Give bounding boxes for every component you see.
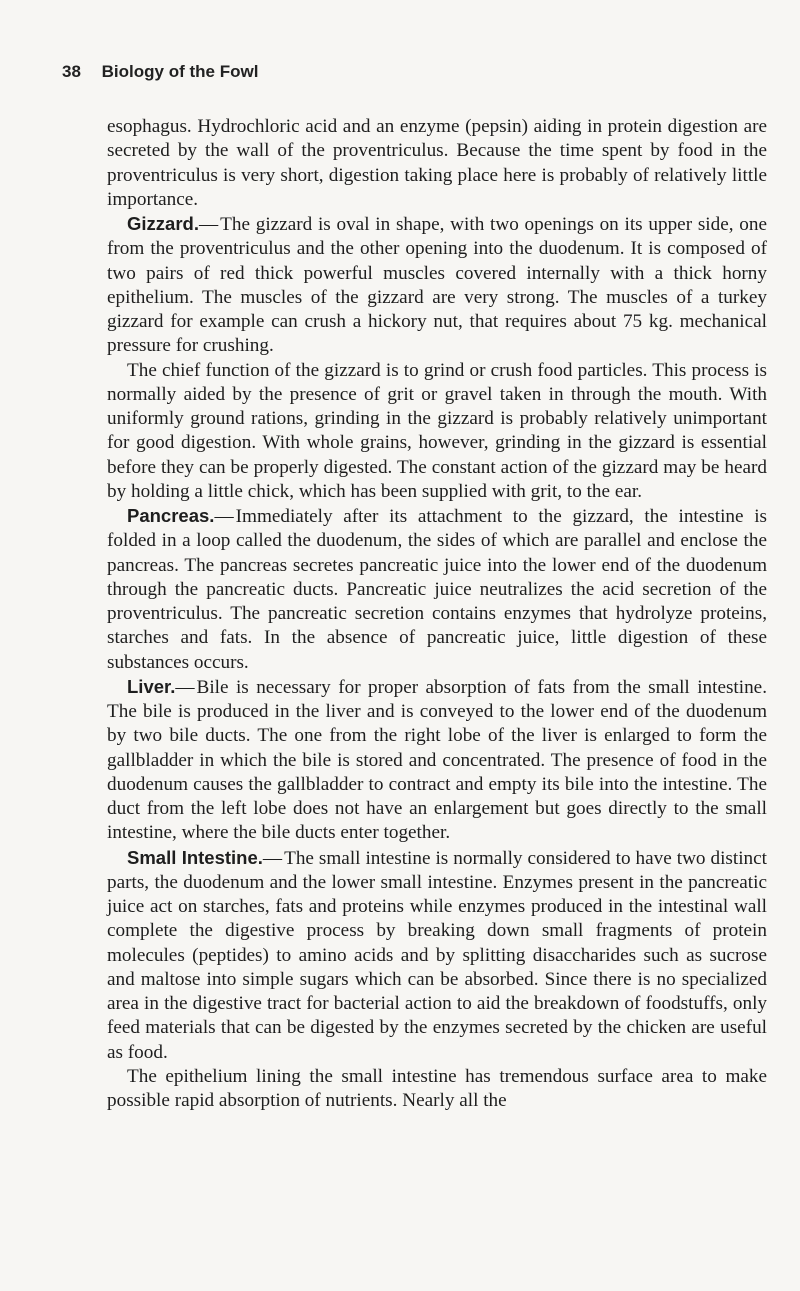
paragraph-continuation xyxy=(107,115,767,212)
paragraph-text: The small intestine is normally considered to have two distinct parts, the duodenum and the lower small intestine. Enzymes present in the pancreatic juice act on starches, fats and proteins while enzymes produced in the intestinal wall complete the digestive process by breaking down small fragments of protein molecules (peptides) to amino acids and by splitting disaccharides such as sucrose and maltose into simple sugars which can be absorbed. Since there is no specialized area in the digestive tract for bacterial action to aid the breakdown of foodstuffs, only feed materials that can be digested by the enzymes secreted by the chicken are useful as food. xyxy=(107,847,767,1063)
paragraph-text: The epithelium lining the small intestine has tremendous surface area to make possible rapid absorption of nutrients. Nearly all the xyxy=(107,1065,767,1111)
section-heading-pancreas: Pancreas. xyxy=(127,505,215,526)
paragraph-small-intestine xyxy=(107,846,767,1065)
paragraph-gizzard-function xyxy=(107,359,767,505)
em-dash: — xyxy=(262,847,283,869)
paragraph-text: Bile is necessary for proper absorption of fats from the small intestine. The bile is produced in the liver and is conveyed to the lower end of the duodenum by two bile ducts. The one from the right lobe of the liver is enlarged to form the gallbladder in which the bile is stored and concentrated. The presence of food in the duodenum causes the gallbladder to contract and empty its bile into the intestine. The duct from the left lobe does not have an enlargement but goes directly to the small intestine, where the bile ducts enter together. xyxy=(107,676,767,844)
paragraph-text: Immediately after its attachment to the gizzard, the intestine is folded in a loop called the duodenum, the sides of which are parallel and enclose the pancreas. The pancreas secretes pancreatic juice into the lower end of the duodenum through the pancreatic ducts. Pancreatic juice neutralizes the acid secretion of the proventriculus. The pancreatic secretion contains enzymes that hydrolyze proteins, starches and fats. In the absence of pancreatic juice, little digestion of these substances occurs. xyxy=(107,506,767,673)
section-heading-gizzard: Gizzard. xyxy=(127,213,199,234)
paragraph-gizzard xyxy=(107,212,767,359)
em-dash: — xyxy=(214,506,234,527)
em-dash: — xyxy=(198,214,219,235)
paragraph-liver xyxy=(107,675,767,846)
paragraph-epithelium xyxy=(107,1065,767,1114)
paragraph-pancreas xyxy=(107,504,767,675)
em-dash: — xyxy=(175,676,195,698)
running-title: Biology of the Fowl xyxy=(101,62,259,81)
paragraph-text: The gizzard is oval in shape, with two openings on its upper side, one from the proventriculus and the other opening into the duodenum. It is composed of two pairs of red thick powerful muscles covered internally with a thick horny epithelium. The muscles of the gizzard are very strong. The muscles of a turkey gizzard for example can crush a hickory nut, that requires about 75 kg. mechanical pressure for crushing. xyxy=(107,214,767,357)
running-header xyxy=(62,62,258,82)
paragraph-text: esophagus. Hydrochloric acid and an enzyme (pepsin) aiding in protein digestion are secreted by the wall of the proventriculus. Because the time spent by food in the proventriculus is very short, digestion taking place here is probably of relatively little importance. xyxy=(107,116,767,210)
body-text xyxy=(107,115,767,1113)
section-heading-liver: Liver. xyxy=(127,675,176,697)
page-number: 38 xyxy=(62,62,81,81)
section-heading-small-intestine: Small Intestine. xyxy=(127,846,263,868)
paragraph-text: The chief function of the gizzard is to grind or crush food particles. This process is normally aided by the presence of grit or gravel taken in through the mouth. With uniformly ground rations, grinding in the gizzard is probably relatively unimportant for good digestion. With whole grains, however, grinding in the gizzard is essential before they can be properly digested. The constant action of the gizzard may be heard by holding a little chick, which has been supplied with grit, to the ear. xyxy=(107,359,767,502)
